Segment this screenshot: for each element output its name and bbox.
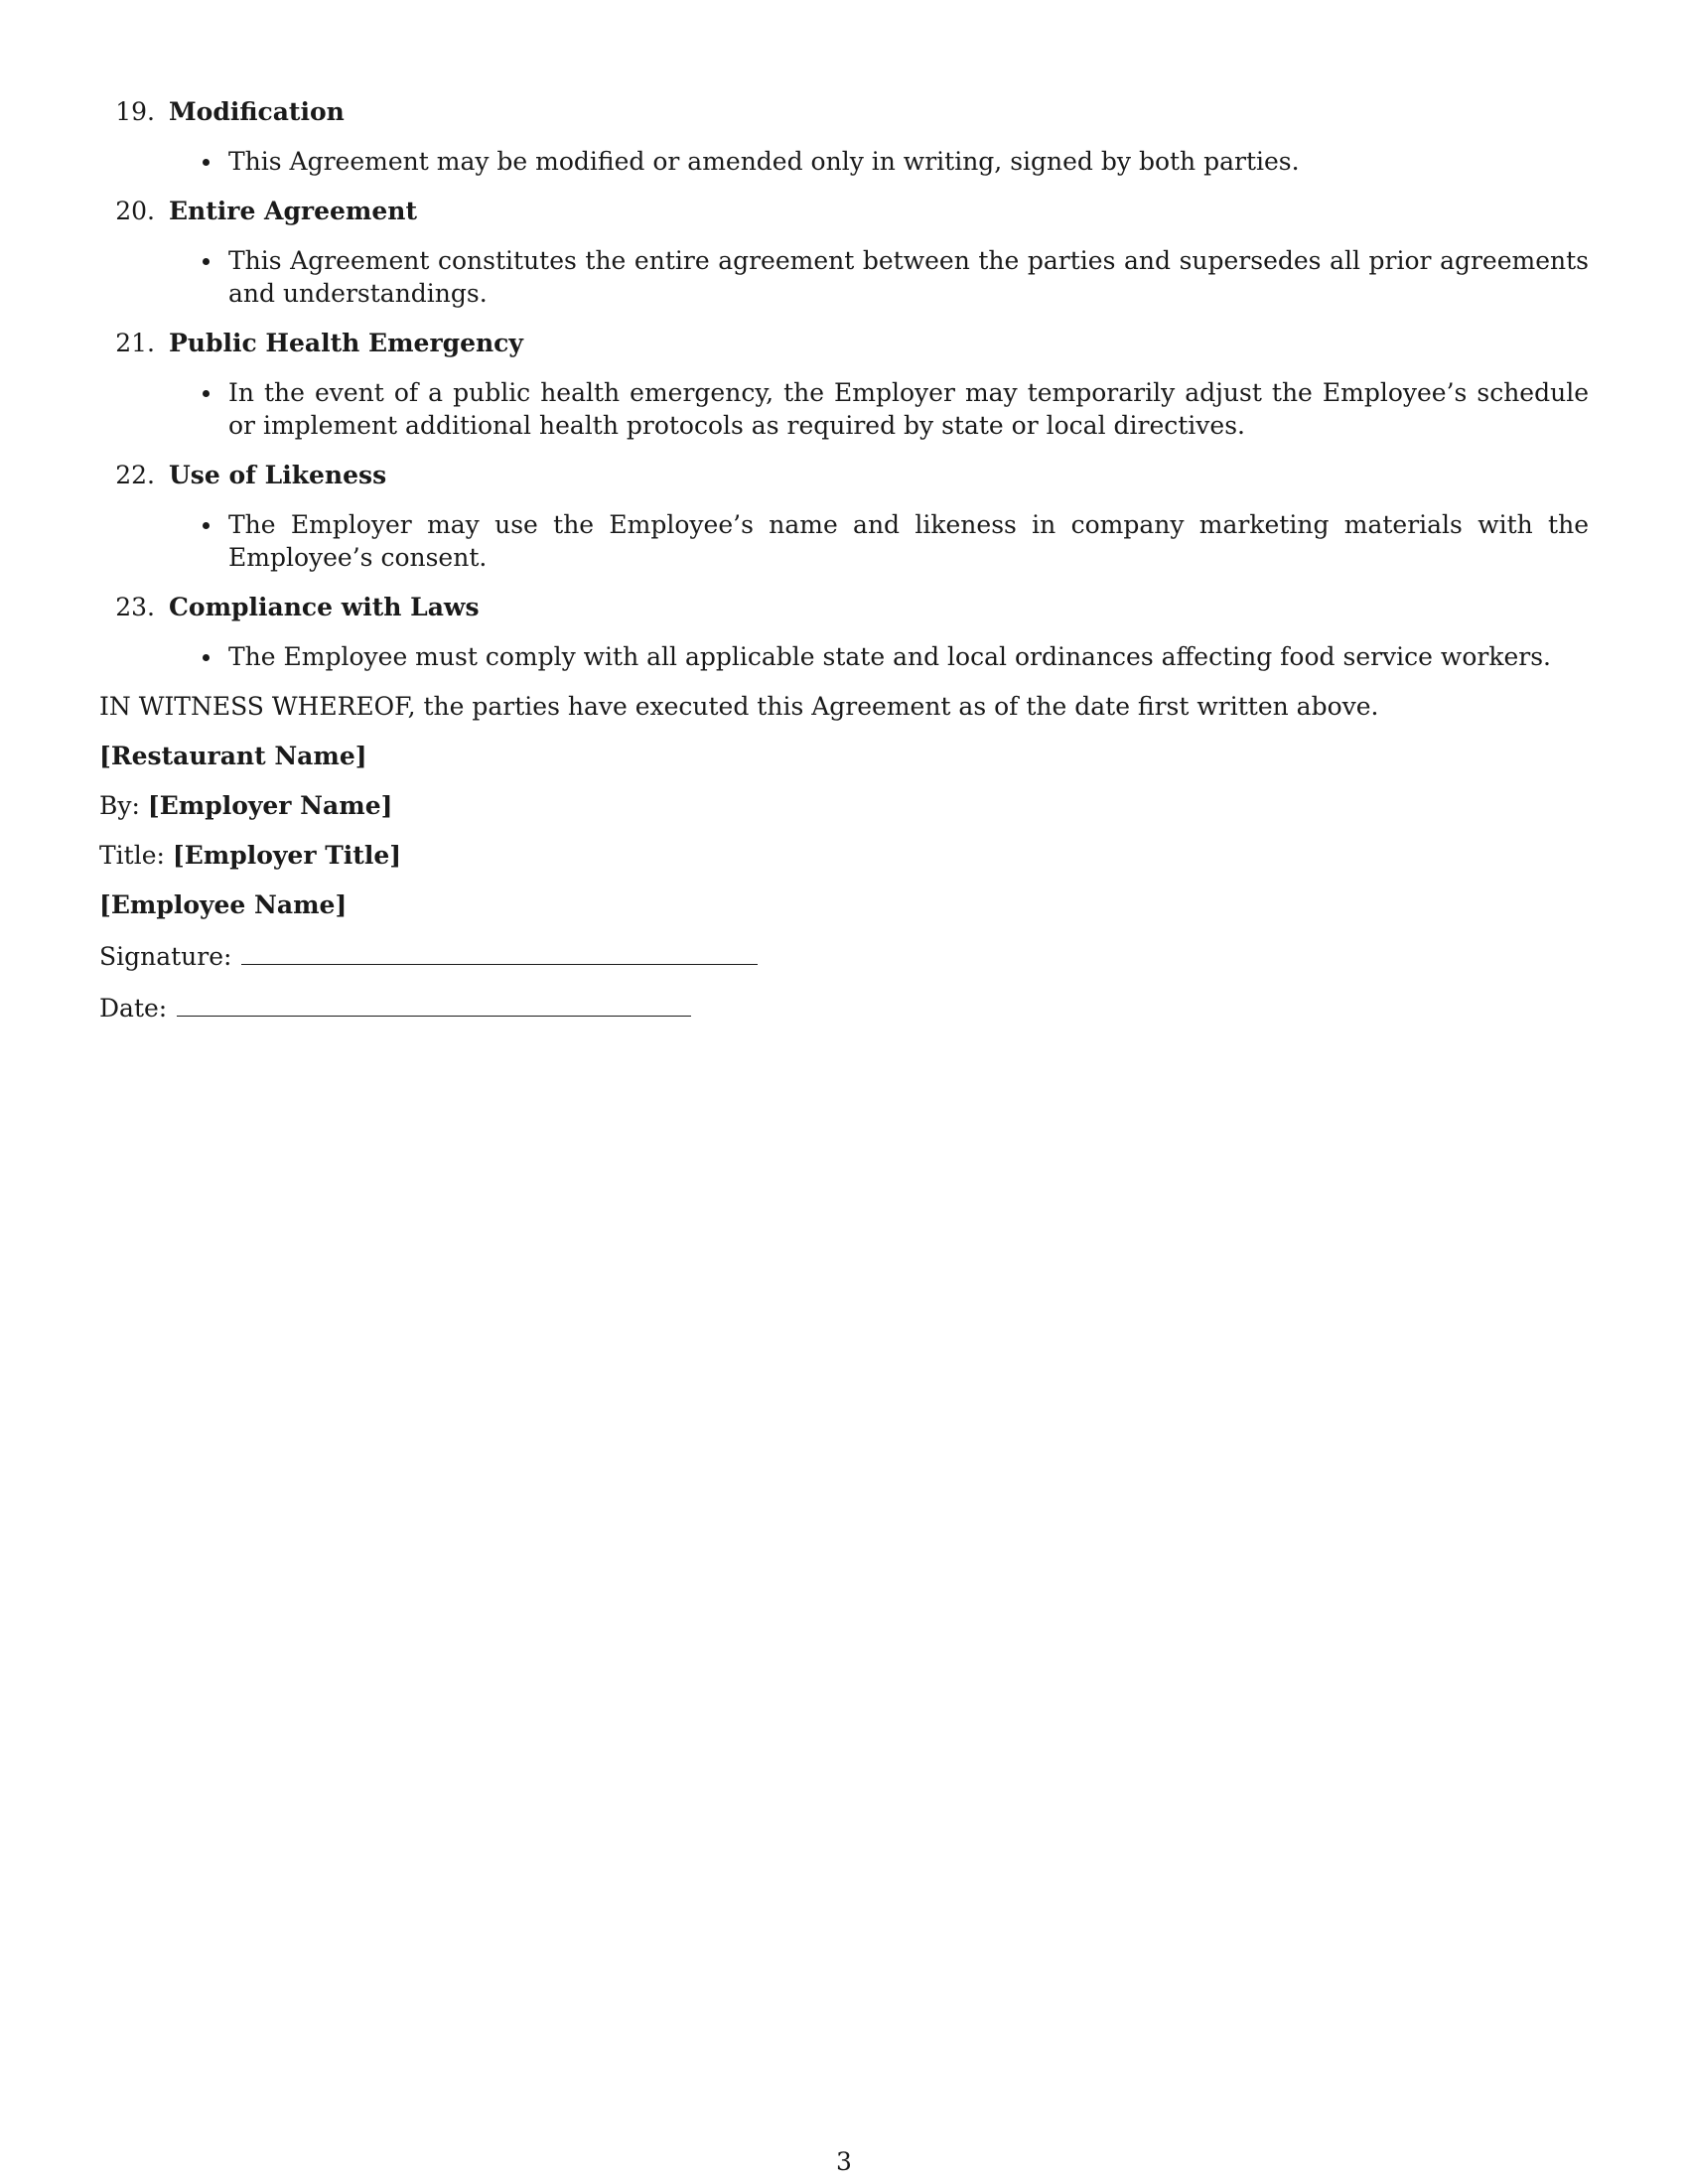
clause-title: Use of Likeness bbox=[169, 461, 387, 489]
signature-field[interactable] bbox=[241, 938, 758, 965]
clause-heading bbox=[99, 327, 1589, 359]
clause-text: The Employer may use the Employee’s name and likeness in company marketing materials with the Employee’s consent. bbox=[228, 510, 1589, 572]
clause-text: In the event of a public health emergency, the Employer may temporarily adjust the Employee’s schedule or implement additional health protocols as required by state or local directives. bbox=[228, 378, 1589, 440]
signature-line bbox=[99, 938, 1589, 973]
clause-bullet bbox=[228, 244, 1589, 310]
clause-bullets bbox=[99, 244, 1589, 310]
date-line bbox=[99, 990, 1589, 1024]
witness-statement: IN WITNESS WHEREOF, the parties have executed this Agreement as of the date first written above. bbox=[99, 692, 1379, 721]
clause-21 bbox=[99, 327, 1589, 442]
employer-title-line bbox=[99, 839, 1589, 872]
clause-bullet bbox=[228, 640, 1589, 673]
clause-bullet bbox=[228, 145, 1589, 178]
clause-text: This Agreement may be modified or amended only in writing, signed by both parties. bbox=[228, 147, 1300, 176]
clause-bullet bbox=[228, 376, 1589, 442]
by-label: By: bbox=[99, 791, 140, 820]
clause-heading bbox=[99, 591, 1589, 623]
bullet-dot-icon bbox=[203, 258, 210, 265]
clause-title: Modification bbox=[169, 97, 345, 126]
clause-title: Public Health Emergency bbox=[169, 329, 523, 357]
clause-number: 20. bbox=[115, 197, 155, 225]
employee-name-value: Employee Name bbox=[110, 890, 336, 919]
title-label: Title: bbox=[99, 841, 165, 870]
employer-name-value: Employer Name bbox=[159, 791, 381, 820]
page-number: 3 bbox=[836, 2147, 852, 2176]
clause-19 bbox=[99, 95, 1589, 178]
employer-by-line bbox=[99, 789, 1589, 822]
bullet-dot-icon bbox=[203, 654, 210, 661]
clause-title: Compliance with Laws bbox=[169, 593, 480, 621]
clause-title: Entire Agreement bbox=[169, 197, 417, 225]
date-field[interactable] bbox=[177, 990, 691, 1017]
clause-number: 21. bbox=[115, 329, 155, 357]
clause-text: This Agreement constitutes the entire agreement between the parties and supersedes all prior agreements and understandings. bbox=[228, 246, 1589, 308]
clause-bullets bbox=[99, 145, 1589, 178]
clause-bullets bbox=[99, 376, 1589, 442]
clause-bullets bbox=[99, 508, 1589, 574]
clause-22 bbox=[99, 459, 1589, 574]
clause-20 bbox=[99, 195, 1589, 310]
clause-bullets bbox=[99, 640, 1589, 673]
date-label: Date: bbox=[99, 994, 168, 1023]
clause-heading bbox=[99, 95, 1589, 128]
clause-bullet bbox=[228, 508, 1589, 574]
restaurant-name: [Restaurant Name] bbox=[99, 742, 367, 770]
clause-number: 23. bbox=[115, 593, 155, 621]
restaurant-name-value: Restaurant Name bbox=[110, 742, 355, 770]
employer-title: [Employer Title] bbox=[172, 841, 402, 870]
employer-title-value: Employer Title bbox=[184, 841, 390, 870]
bullet-dot-icon bbox=[203, 522, 210, 529]
clause-text: The Employee must comply with all applicable state and local ordinances affecting food service workers. bbox=[228, 642, 1551, 671]
clause-23 bbox=[99, 591, 1589, 673]
clause-heading bbox=[99, 195, 1589, 227]
clause-list bbox=[99, 95, 1589, 673]
bullet-dot-icon bbox=[203, 390, 210, 397]
employer-name: [Employer Name] bbox=[147, 791, 393, 820]
document-body bbox=[99, 95, 1589, 1041]
clause-heading bbox=[99, 459, 1589, 491]
signature-label: Signature: bbox=[99, 942, 232, 971]
clause-number: 19. bbox=[115, 97, 155, 126]
clause-number: 22. bbox=[115, 461, 155, 489]
employee-name: [Employee Name] bbox=[99, 890, 348, 919]
bullet-dot-icon bbox=[203, 159, 210, 166]
